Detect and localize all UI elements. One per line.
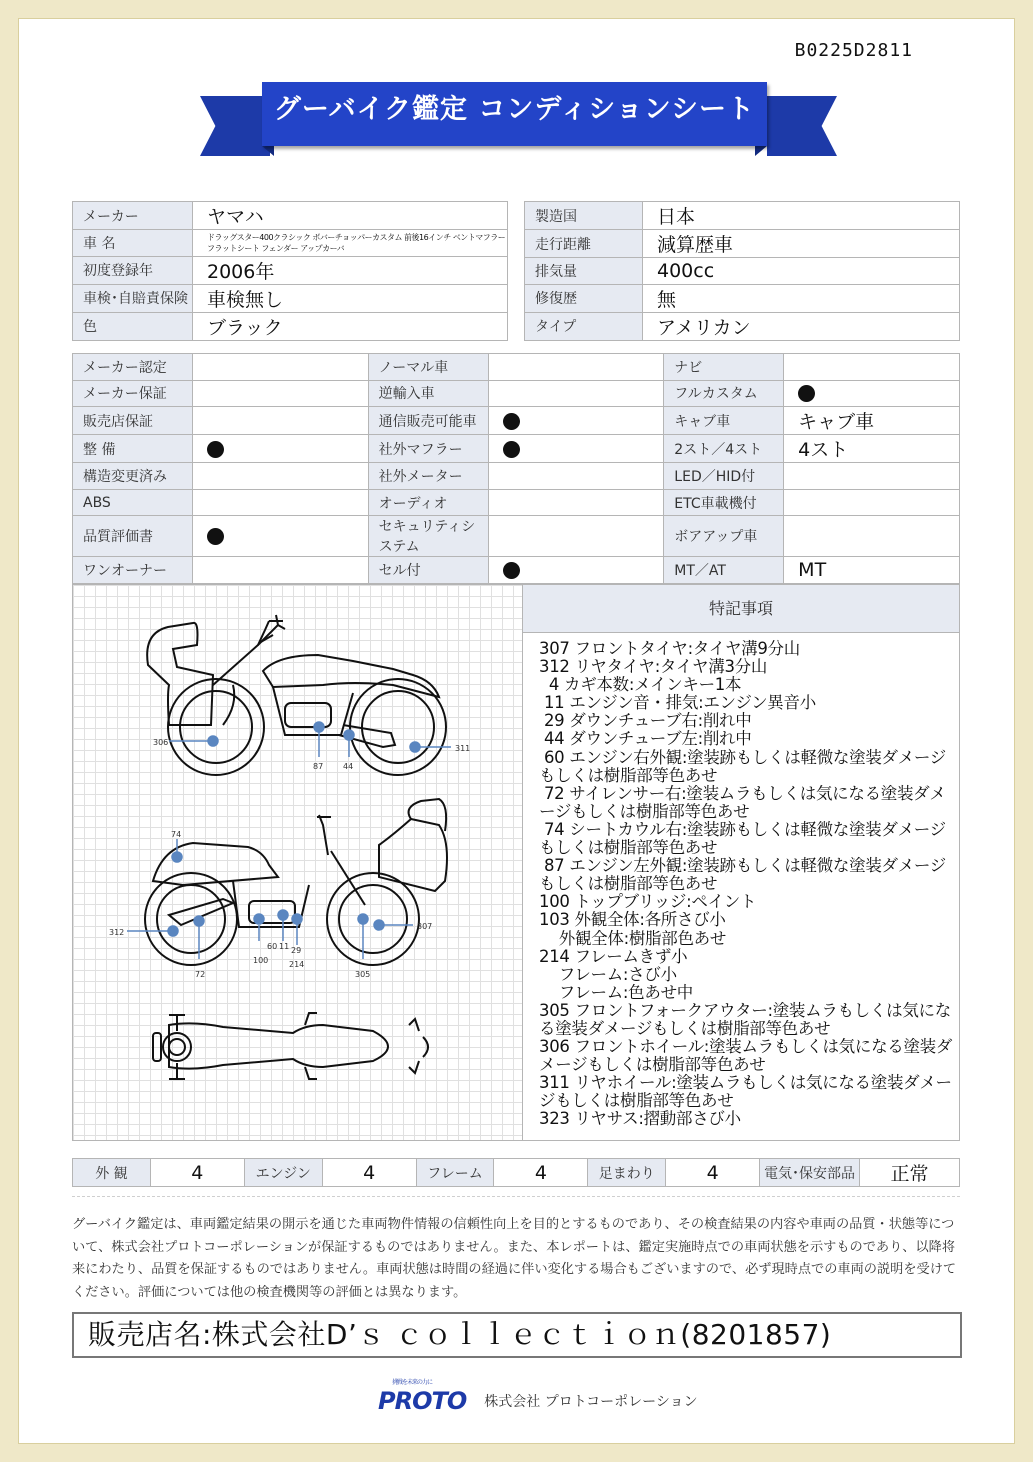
feature-label: メーカー認定 xyxy=(73,354,193,381)
feature-label: ボアアップ車 xyxy=(664,516,784,557)
feature-value xyxy=(488,380,664,407)
marker-214: 214 xyxy=(289,960,305,969)
note-item: 100 トップブリッジ:ペイント xyxy=(539,892,757,912)
proto-tagline: 挑戦を未来の力に xyxy=(392,1379,433,1386)
feature-label: ノーマル車 xyxy=(368,354,488,381)
feature-value xyxy=(784,463,960,490)
feature-value xyxy=(488,354,664,381)
note-item: フレーム:さび小 xyxy=(539,964,677,984)
feature-label: ワンオーナー xyxy=(73,557,193,584)
info-label: メーカー xyxy=(73,202,193,230)
feature-table xyxy=(72,353,960,584)
feature-label: 社外メーター xyxy=(368,463,488,490)
marker-306: 306 xyxy=(153,738,169,747)
info-value: 400cc xyxy=(643,258,960,285)
note-item: 311 リヤホイール:塗装ムラもしくは気になる塗装ダメージもしくは樹脂部等色あせ xyxy=(539,1073,952,1111)
marker-307: 307 xyxy=(417,922,433,931)
note-item: 11 エンジン音・排気:エンジン異音小 xyxy=(539,693,816,713)
note-item: 29 ダウンチューブ右:削れ中 xyxy=(539,711,752,731)
note-item: 307 フロントタイヤ:タイヤ溝9分山 xyxy=(539,639,800,658)
feature-label: 整 備 xyxy=(73,435,193,463)
feature-row xyxy=(73,463,960,490)
feature-label: ABS xyxy=(73,489,193,516)
feature-label: キャブ車 xyxy=(664,407,784,435)
info-value: アメリカン xyxy=(643,312,960,340)
info-row xyxy=(525,230,960,258)
note-item: 305 フロントフォークアウター:塗装ムラもしくは気になる塗装ダメージもしくは樹脂部等色あせ xyxy=(539,1000,951,1038)
check-mark-icon xyxy=(503,562,520,579)
feature-value xyxy=(192,463,368,490)
feature-value xyxy=(488,489,664,516)
marker-44: 44 xyxy=(343,762,354,771)
feature-row xyxy=(73,435,960,463)
info-row xyxy=(73,256,508,284)
check-mark-icon xyxy=(798,385,815,402)
marker-305: 305 xyxy=(355,970,371,979)
marker-60: 60 xyxy=(267,942,278,951)
feature-label: 逆輸入車 xyxy=(368,380,488,407)
info-value: 2006年 xyxy=(193,256,508,284)
feature-value xyxy=(784,516,960,557)
check-mark-icon xyxy=(503,441,520,458)
info-label: 走行距離 xyxy=(525,230,643,258)
feature-row xyxy=(73,380,960,407)
note-item: 312 リヤタイヤ:タイヤ溝3分山 xyxy=(539,657,768,677)
info-label: 初度登録年 xyxy=(73,256,193,284)
info-label: 色 xyxy=(73,312,193,340)
banner-fold-left xyxy=(262,146,274,156)
basic-info-left xyxy=(72,201,508,341)
info-row xyxy=(73,312,508,340)
info-value: ブラック xyxy=(193,312,508,340)
info-label: 排気量 xyxy=(525,258,643,285)
feature-label: MT／AT xyxy=(664,557,784,584)
note-item: 103 外観全体:各所さび小 xyxy=(539,910,726,930)
feature-value: キャブ車 xyxy=(784,407,960,435)
info-value: 日本 xyxy=(643,202,960,230)
score-value: 4 xyxy=(666,1159,760,1187)
info-row xyxy=(525,258,960,285)
feature-value xyxy=(488,557,664,584)
score-label: フレーム xyxy=(416,1159,494,1187)
feature-label: 品質評価書 xyxy=(73,516,193,557)
marker-87: 87 xyxy=(313,762,324,771)
notes-header: 特記事項 xyxy=(523,585,959,633)
document-id: B0225D2811 xyxy=(794,40,913,61)
separator xyxy=(72,1196,960,1197)
feature-value xyxy=(192,407,368,435)
title-banner: グーバイク鑑定 コンディションシート xyxy=(262,82,767,146)
feature-value: MT xyxy=(784,557,960,584)
marker-72: 72 xyxy=(195,970,206,979)
marker-312: 312 xyxy=(109,928,125,937)
bike-side-view-left xyxy=(147,615,446,775)
feature-value: 4スト xyxy=(784,435,960,463)
feature-row xyxy=(73,407,960,435)
feature-row xyxy=(73,516,960,557)
feature-label: メーカー保証 xyxy=(73,380,193,407)
motorcycle-diagrams xyxy=(73,585,523,1140)
score-label: 足まわり xyxy=(588,1159,666,1187)
feature-label: オーディオ xyxy=(368,489,488,516)
info-label: 車検･自賠責保険 xyxy=(73,284,193,312)
feature-label: 構造変更済み xyxy=(73,463,193,490)
footer xyxy=(378,1379,698,1417)
score-value: 正常 xyxy=(860,1159,960,1187)
feature-label: ETC車載機付 xyxy=(664,489,784,516)
feature-label: セキュリティシステム xyxy=(368,516,488,557)
feature-value xyxy=(488,407,664,435)
feature-label: 社外マフラー xyxy=(368,435,488,463)
score-table xyxy=(72,1158,960,1187)
marker-311: 311 xyxy=(455,744,471,753)
condition-panel xyxy=(72,584,960,1141)
note-item: 60 エンジン右外観:塗装跡もしくは軽微な塗装ダメージもしくは樹脂部等色あせ xyxy=(539,747,946,785)
feature-value xyxy=(192,435,368,463)
info-value: 減算歴車 xyxy=(643,230,960,258)
info-row xyxy=(525,312,960,340)
note-item: 44 ダウンチューブ左:削れ中 xyxy=(539,729,752,749)
check-mark-icon xyxy=(207,441,224,458)
score-value: 4 xyxy=(322,1159,416,1187)
feature-label: 2スト／4スト xyxy=(664,435,784,463)
note-item: 323 リヤサス:摺動部さび小 xyxy=(539,1109,741,1129)
info-label: 車 名 xyxy=(73,230,193,257)
basic-info-right xyxy=(524,201,960,341)
check-mark-icon xyxy=(207,528,224,545)
marker-11: 11 xyxy=(279,942,290,951)
note-item: 4 カギ本数:メインキー1本 xyxy=(539,675,742,695)
feature-value xyxy=(784,489,960,516)
feature-label: LED／HID付 xyxy=(664,463,784,490)
feature-label: フルカスタム xyxy=(664,380,784,407)
proto-logo xyxy=(378,1379,467,1415)
banner-fold-right xyxy=(755,146,767,156)
feature-value xyxy=(192,354,368,381)
feature-label: 販売店保証 xyxy=(73,407,193,435)
feature-label: 通信販売可能車 xyxy=(368,407,488,435)
score-value: 4 xyxy=(150,1159,244,1187)
note-item: フレーム:色あせ中 xyxy=(539,982,693,1002)
feature-label: ナビ xyxy=(664,354,784,381)
proto-logo-text: PROTO xyxy=(378,1387,467,1415)
marker-100: 100 xyxy=(253,956,269,965)
company-name: 株式会社 プロトコーポレーション xyxy=(484,1394,698,1410)
score-label: 外 観 xyxy=(73,1159,151,1187)
note-item: 306 フロントホイール:塗装ムラもしくは気になる塗装ダメージもしくは樹脂部等色あせ xyxy=(539,1037,953,1075)
feature-value xyxy=(488,463,664,490)
feature-row xyxy=(73,557,960,584)
info-row xyxy=(73,202,508,230)
info-label: タイプ xyxy=(525,312,643,340)
info-row xyxy=(525,284,960,312)
feature-value xyxy=(488,516,664,557)
feature-row xyxy=(73,489,960,516)
feature-value xyxy=(784,354,960,381)
note-item: 外観全体:樹脂部色あせ xyxy=(539,928,727,948)
bike-top-view xyxy=(153,1013,428,1079)
marker-74: 74 xyxy=(171,830,182,839)
feature-value xyxy=(192,557,368,584)
bike-side-view-right xyxy=(145,799,447,965)
info-label: 製造国 xyxy=(525,202,643,230)
info-value: 車検無し xyxy=(193,284,508,312)
score-value: 4 xyxy=(494,1159,588,1187)
score-label: エンジン xyxy=(244,1159,322,1187)
note-item: 72 サイレンサー右:塗装ムラもしくは気になる塗装ダメージもしくは樹脂部等色あせ xyxy=(539,783,946,821)
feature-value xyxy=(488,435,664,463)
note-item: 214 フレームきず小 xyxy=(539,946,688,966)
feature-value xyxy=(192,516,368,557)
marker-29: 29 xyxy=(291,946,302,955)
note-item: 74 シートカウル右:塗装跡もしくは軽微な塗装ダメージもしくは樹脂部等色あせ xyxy=(539,819,946,858)
info-value: ドラッグスター400クラシック ボバーチョッパーカスタム 前後16インチ ベントマフラー フラットシート フェンダー アップカーバ xyxy=(193,230,508,257)
feature-row xyxy=(73,354,960,381)
disclaimer-text: グーバイク鑑定は、車両鑑定結果の開示を通じた車両物件情報の信頼性向上を目的とするものであり、その検査結果の内容や車両の品質・状態等について、株式会社プロトコーポレーションが保証するものではありません。また、本レポートは、鑑定実施時点での車両状態を示すものであり、以降将来にわたり、品質を保証するものではありません。車両状態は時間の経過に伴い変化する場合もございますので、必ず現時点での車両の説明を受けてください。評価については他の検査機関等の評価とは異なります。 xyxy=(72,1217,957,1300)
diagram-grid xyxy=(73,585,523,1140)
note-item: 87 エンジン左外観:塗装跡もしくは軽微な塗装ダメージもしくは樹脂部等色あせ xyxy=(539,856,946,894)
dealer-name: 販売店名:株式会社D’ｓ ｃｏｌｌｅｃｔｉｏｎ(8201857) xyxy=(72,1312,962,1358)
feature-label: セル付 xyxy=(368,557,488,584)
info-value: 無 xyxy=(643,284,960,312)
feature-value xyxy=(192,489,368,516)
score-label: 電気･保安部品 xyxy=(760,1159,860,1187)
info-row xyxy=(73,284,508,312)
info-label: 修復歴 xyxy=(525,284,643,312)
notes-list xyxy=(539,640,953,1129)
info-row xyxy=(525,202,960,230)
info-row xyxy=(73,230,508,257)
check-mark-icon xyxy=(503,413,520,430)
feature-value xyxy=(784,380,960,407)
info-value: ヤマハ xyxy=(193,202,508,230)
feature-value xyxy=(192,380,368,407)
